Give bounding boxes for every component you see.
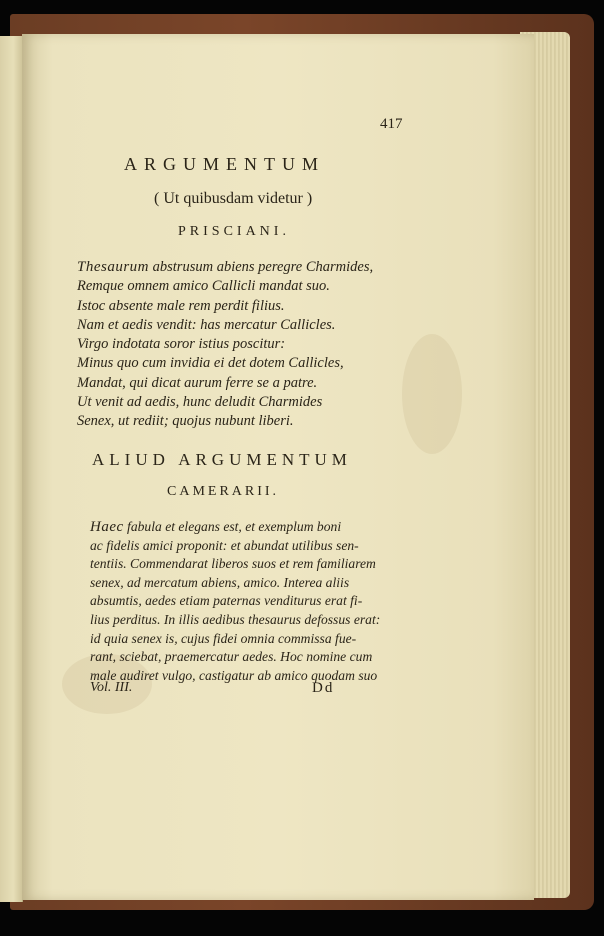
prose-argument (90, 518, 400, 685)
verse-line: Senex, ut rediit; quojus nubunt liberi. (77, 413, 294, 430)
prose-line: id quia senex is, cujus fidei omnia commissa fue- (90, 630, 357, 646)
verse-line: Minus quo cum invidia ei det dotem Callicles, (77, 355, 344, 372)
prose-text: fabula et elegans est, et exemplum boni (123, 519, 342, 534)
verse-line: Virgo indotata soror istius poscitur: (77, 336, 286, 353)
verse-argument (77, 258, 407, 432)
second-heading: ALIUD ARGUMENTUM (92, 450, 352, 469)
section-heading: ARGUMENTUM (124, 154, 326, 174)
second-author: CAMERARII. (167, 484, 280, 499)
book-page (22, 34, 534, 900)
prose-line: lius perditus. In illis aedibus thesaurus defossus erat: (90, 611, 381, 627)
verse-line (77, 258, 407, 277)
section-author: PRISCIANI. (178, 224, 290, 239)
facing-page-edge (0, 36, 23, 902)
verse-line: Ut venit ad aedis, hunc deludit Charmides (77, 394, 323, 411)
prose-line: absumtis, aedes etiam paternas venditurus erat fi- (90, 593, 363, 609)
section-subheading: ( Ut quibusdam videtur ) (154, 190, 313, 207)
volume-footer: Vol. III. (90, 680, 133, 695)
prose-line: senex, ad mercatum abiens, amico. Interea aliis (90, 574, 350, 590)
verse-text: abstrusum abiens peregre Charmides, (149, 259, 374, 275)
paper-stain (402, 334, 462, 454)
verse-line: Remque omnem amico Callicli mandat suo. (77, 278, 330, 295)
verse-line: Mandat, qui dicat aurum ferre se a patre. (77, 374, 318, 391)
prose-initial-word: Haec (90, 519, 124, 535)
prose-line (90, 518, 400, 537)
prose-line: tentiis. Commendarat liberos suos et rem familiarem (90, 556, 376, 572)
prose-line: male audiret vulgo, castigatur ab amico quodam suo (90, 667, 378, 683)
verse-initial-word: Thesaurum (77, 259, 150, 275)
prose-line: rant, sciebat, praemercatur aedes. Hoc nomine cum (90, 649, 373, 665)
signature-mark: Dd (312, 680, 335, 696)
prose-line: ac fidelis amici proponit: et abundat utilibus sen- (90, 537, 359, 553)
verse-line: Nam et aedis vendit: has mercatur Callicles. (77, 316, 336, 333)
verse-line: Istoc absente male rem perdit filius. (77, 297, 285, 314)
page-number: 417 (380, 116, 403, 132)
